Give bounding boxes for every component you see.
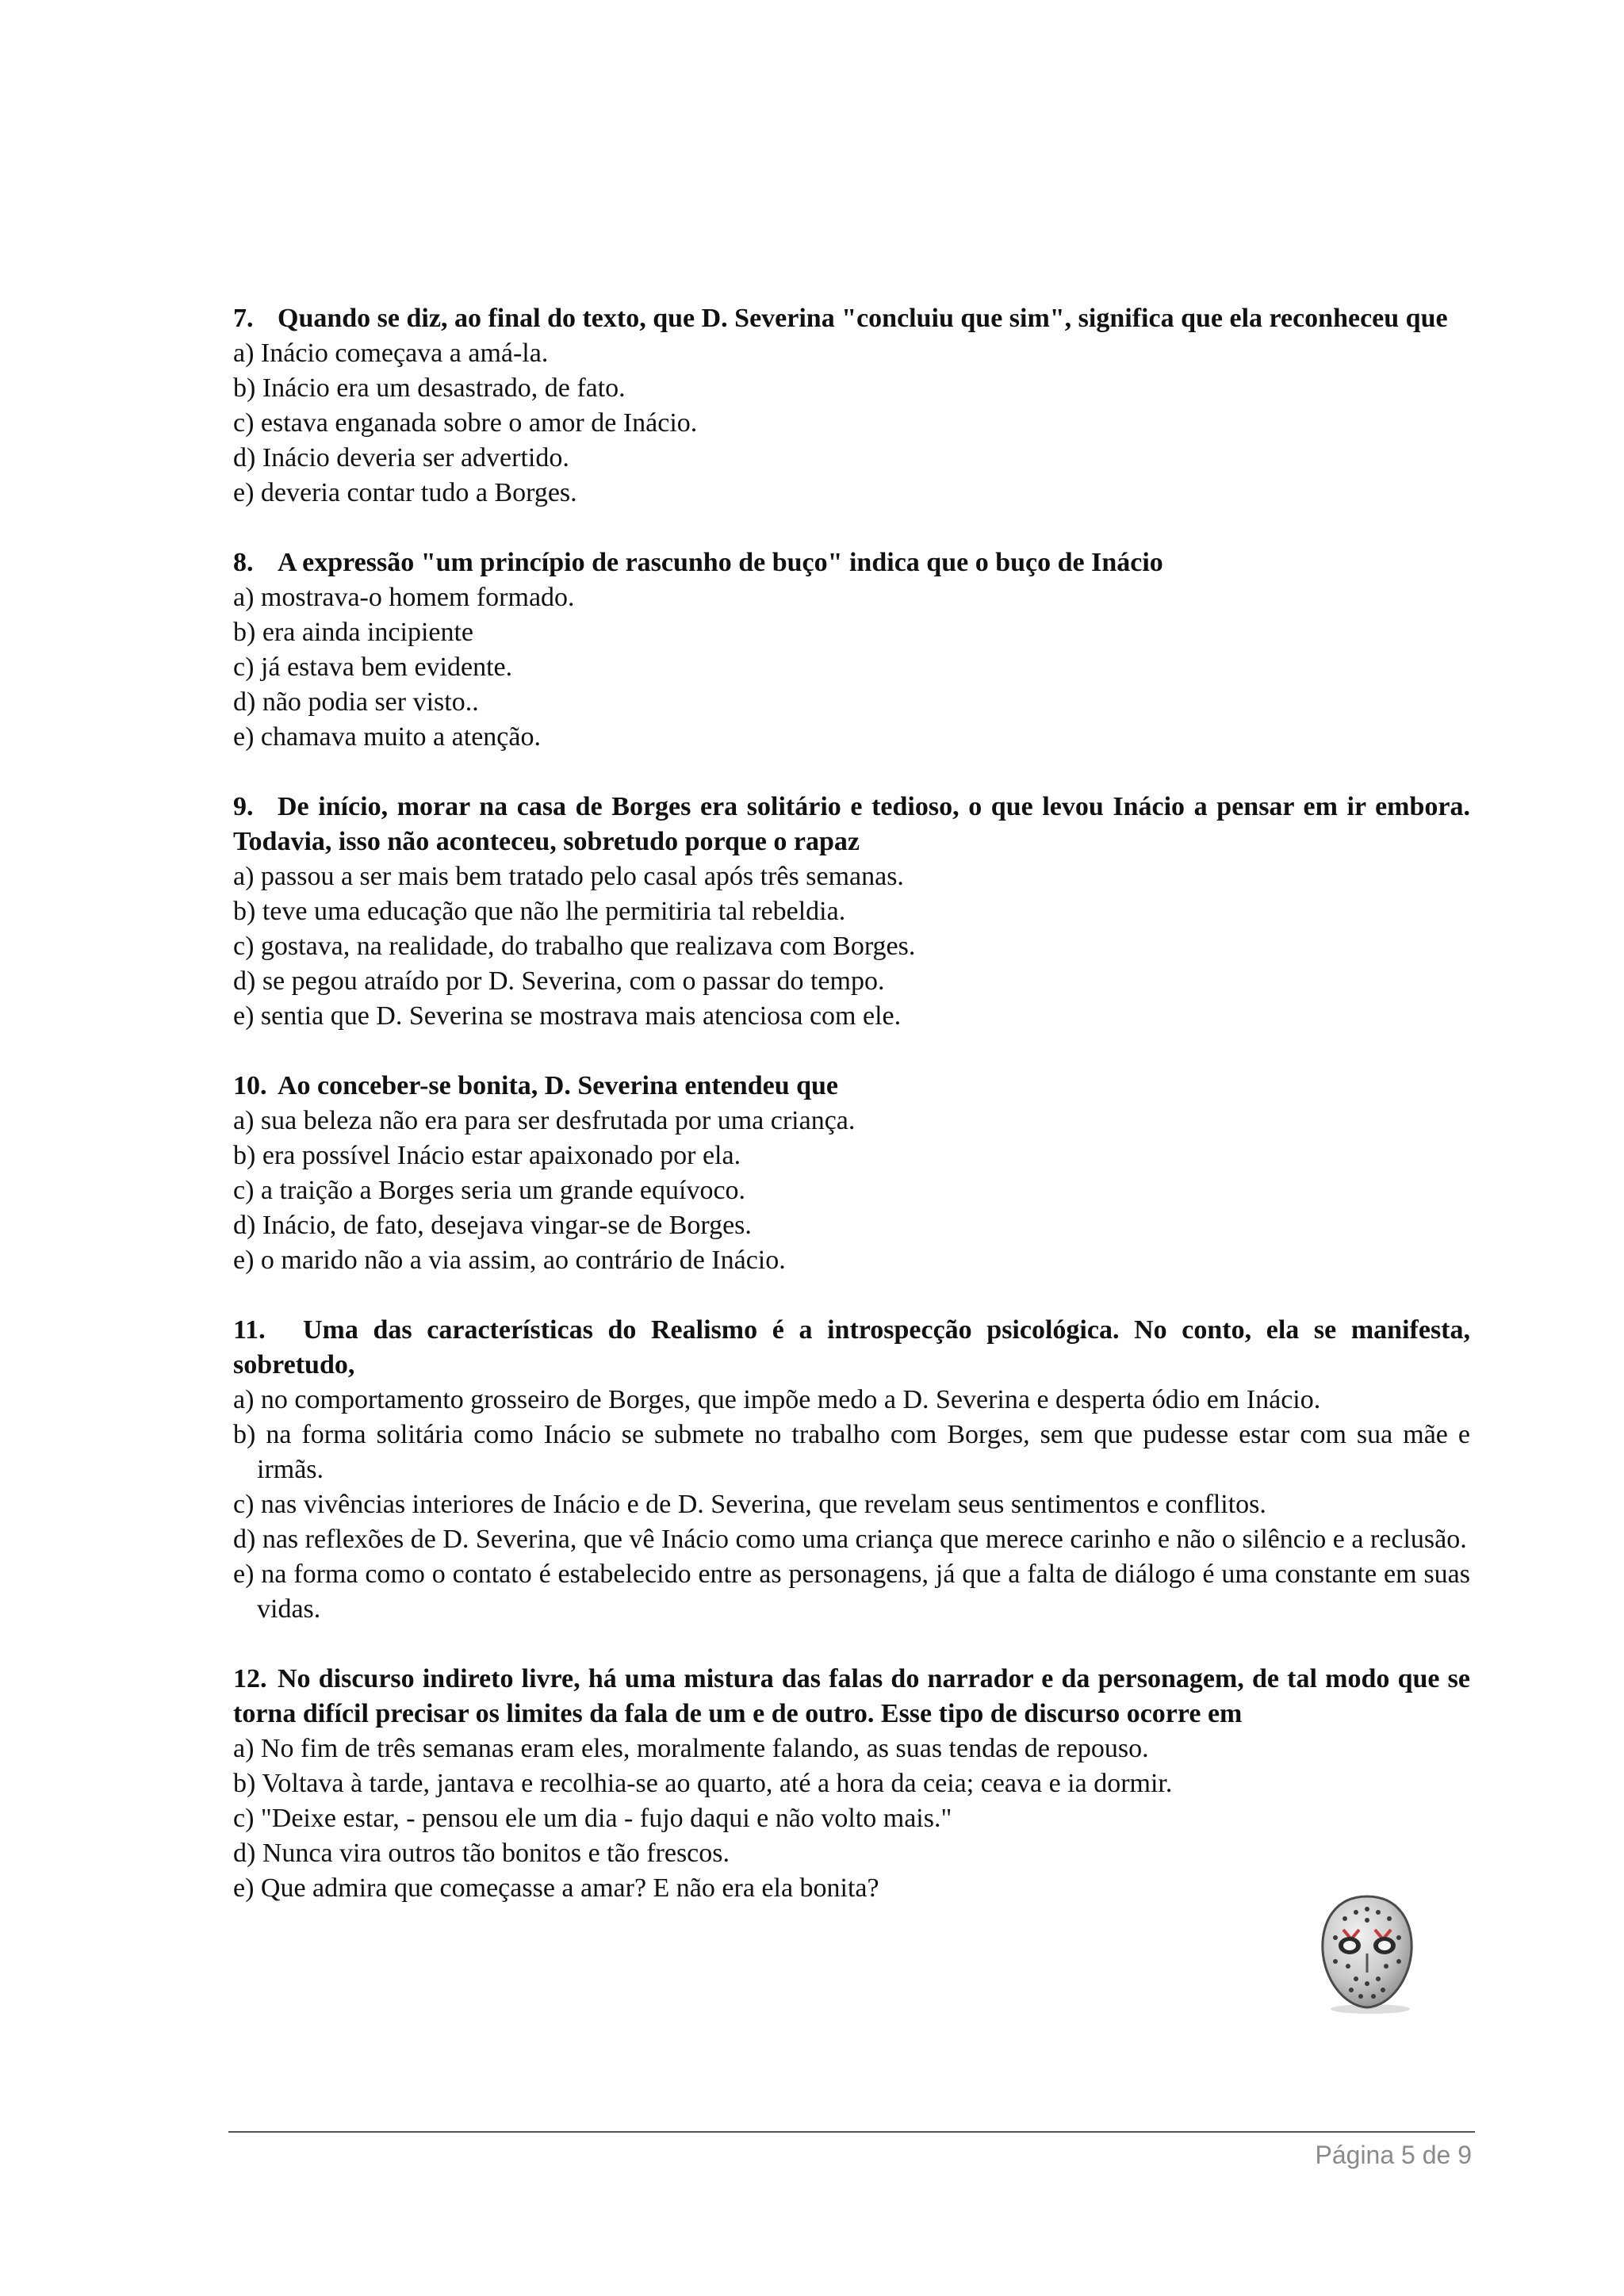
question-number: 11. bbox=[233, 1315, 266, 1345]
option-d: d) nas reflexões de D. Severina, que vê Inácio como uma criança que merece carinho e não o silêncio e a reclusão. bbox=[233, 1525, 1467, 1554]
option-d: d) se pegou atraído por D. Severina, com o passar do tempo. bbox=[233, 966, 885, 996]
option-d: d) Nunca vira outros tão bonitos e tão frescos. bbox=[233, 1839, 730, 1868]
option-d: d) Inácio, de fato, desejava vingar-se de Borges. bbox=[233, 1211, 752, 1240]
option-b: b) na forma solitária como Inácio se submete no trabalho com Borges, sem que pudesse estar com sua mãe e irmãs. bbox=[233, 1420, 1470, 1484]
option-c: c) estava enganada sobre o amor de Inácio. bbox=[233, 408, 698, 438]
option-e: e) deveria contar tudo a Borges. bbox=[233, 478, 577, 507]
option-e: e) Que admira que começasse a amar? E não era ela bonita? bbox=[233, 1873, 879, 1903]
option-e: e) chamava muito a atenção. bbox=[233, 722, 541, 752]
question-text: Quando se diz, ao final do texto, que D. Severina "concluiu que sim", significa que ela reconheceu que bbox=[278, 304, 1448, 333]
question-9 bbox=[233, 790, 1470, 1034]
option-a: a) sua beleza não era para ser desfrutada por uma criança. bbox=[233, 1106, 856, 1135]
question-stem bbox=[233, 1662, 1470, 1732]
option-d: d) Inácio deveria ser advertido. bbox=[233, 443, 569, 473]
option-a: a) Inácio começava a amá-la. bbox=[233, 339, 549, 368]
hockey-mask-icon bbox=[1304, 1890, 1431, 2017]
question-number: 12. bbox=[233, 1664, 267, 1693]
question-12 bbox=[233, 1662, 1470, 1906]
option-b: b) teve uma educação que não lhe permitiria tal rebeldia. bbox=[233, 897, 846, 926]
question-text: Ao conceber-se bonita, D. Severina entendeu que bbox=[278, 1071, 839, 1100]
question-8 bbox=[233, 545, 1470, 755]
question-11 bbox=[233, 1313, 1470, 1627]
question-stem bbox=[233, 1069, 1470, 1104]
option-e: e) sentia que D. Severina se mostrava mais atenciosa com ele. bbox=[233, 1001, 902, 1031]
question-stem bbox=[233, 1313, 1470, 1383]
option-a: a) mostrava-o homem formado. bbox=[233, 583, 575, 612]
option-c: c) gostava, na realidade, do trabalho que realizava com Borges. bbox=[233, 932, 916, 961]
question-text: A expressão "um princípio de rascunho de buço" indica que o buço de Inácio bbox=[278, 548, 1163, 577]
question-number: 10. bbox=[233, 1071, 267, 1100]
question-text: Uma das características do Realismo é a introspecção psicológica. No conto, ela se manifesta, sobretudo, bbox=[233, 1315, 1470, 1380]
option-b: b) era ainda incipiente bbox=[233, 618, 474, 647]
option-d: d) não podia ser visto.. bbox=[233, 687, 479, 717]
option-c: c) a traição a Borges seria um grande equívoco. bbox=[233, 1176, 746, 1205]
question-stem bbox=[233, 790, 1470, 859]
option-c: c) nas vivências interiores de Inácio e de D. Severina, que revelam seus sentimentos e conflitos. bbox=[233, 1490, 1266, 1519]
question-10 bbox=[233, 1069, 1470, 1278]
question-number: 7. bbox=[233, 304, 254, 333]
question-number: 9. bbox=[233, 792, 254, 821]
question-7 bbox=[233, 301, 1470, 511]
question-list bbox=[233, 301, 1470, 1941]
option-a: a) passou a ser mais bem tratado pelo casal após três semanas. bbox=[233, 862, 904, 891]
option-a: a) no comportamento grosseiro de Borges, que impõe medo a D. Severina e desperta ódio em Inácio. bbox=[233, 1385, 1321, 1414]
option-b: b) era possível Inácio estar apaixonado por ela. bbox=[233, 1141, 741, 1170]
option-b: b) Voltava à tarde, jantava e recolhia-se ao quarto, até a hora da ceia; ceava e ia dormir. bbox=[233, 1769, 1173, 1798]
question-text: No discurso indireto livre, há uma mistura das falas do narrador e da personagem, de tal modo que se torna difícil precisar os limites da fala de um e de outro. Esse tipo de discurso ocorre em bbox=[233, 1664, 1470, 1728]
question-stem bbox=[233, 301, 1470, 336]
option-e: e) o marido não a via assim, ao contrário de Inácio. bbox=[233, 1246, 786, 1275]
question-text: De início, morar na casa de Borges era solitário e tedioso, o que levou Inácio a pensar em ir embora. Todavia, isso não aconteceu, sobretudo porque o rapaz bbox=[233, 792, 1470, 856]
option-c: c) "Deixe estar, - pensou ele um dia - fujo daqui e não volto mais." bbox=[233, 1804, 952, 1833]
option-c: c) já estava bem evidente. bbox=[233, 652, 513, 682]
question-number: 8. bbox=[233, 548, 254, 577]
question-stem bbox=[233, 545, 1470, 580]
option-a: a) No fim de três semanas eram eles, moralmente falando, as suas tendas de repouso. bbox=[233, 1734, 1149, 1763]
option-e: e) na forma como o contato é estabelecido entre as personagens, já que a falta de diálogo é uma constante em suas vidas. bbox=[233, 1559, 1470, 1624]
page-number: Página 5 de 9 bbox=[1315, 2141, 1472, 2169]
footer-divider bbox=[228, 2131, 1475, 2133]
option-b: b) Inácio era um desastrado, de fato. bbox=[233, 373, 626, 403]
